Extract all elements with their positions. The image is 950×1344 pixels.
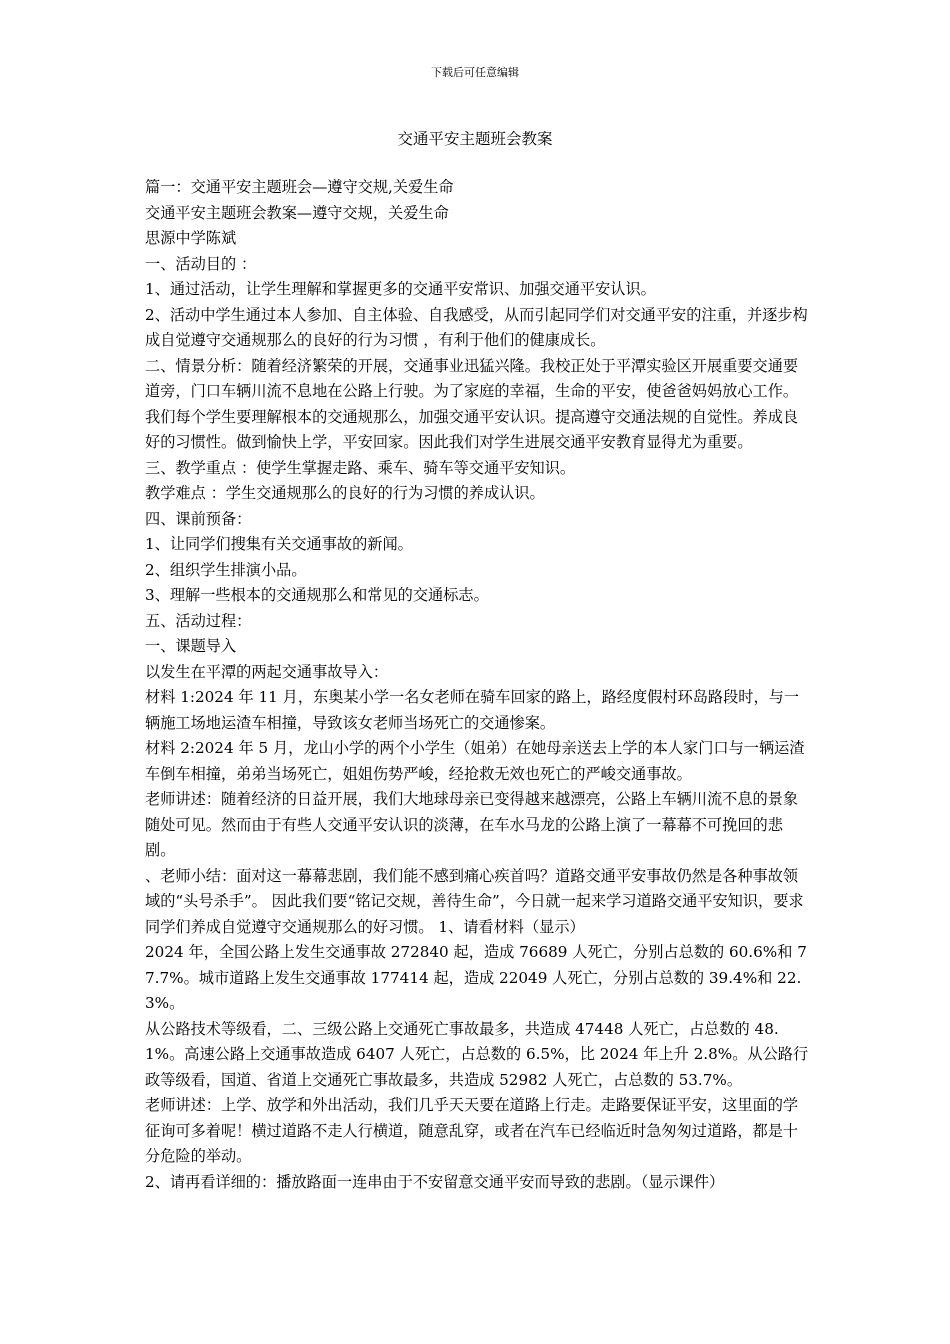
document-title: 交通平安主题班会教案 <box>397 130 553 148</box>
paragraph: 3、理解一些根本的交通规那么和常见的交通标志。 <box>145 586 489 604</box>
paragraph: 1、通过活动，让学生理解和掌握更多的交通平安常识、加强交通平安认识。 <box>145 280 656 298</box>
page-header-note: 下载后可任意编辑 <box>431 66 519 79</box>
paragraph: 二、情景分析：随着经济繁荣的开展，交通事业迅猛兴隆。我校正处于平潭实验区开展重要交通要道旁，门口车辆川流不息地在公路上行驶。为了家庭的幸福，生命的平安，使爸爸妈妈放心工作。我们每个学生要理解根本的交通规那么，加强交通平安认识。提高遵守交通法规的自觉性。养成良好的习惯性。做到愉快上学，平安回家。因此我们对学生进展交通平安教育显得尤为重要。 <box>145 356 799 451</box>
paragraph: 老师讲述：随着经济的日益开展，我们大地球母亲已变得越来越漂亮，公路上车辆川流不息的景象随处可见。然而由于有些人交通平安认识的淡薄，在车水马龙的公路上演了一幕幕不可挽回的悲剧。 <box>145 790 799 859</box>
paragraph: 材料 1:2024 年 11 月，东奥某小学一名女老师在骑车回家的路上，路经度假村环岛路段时，与一辆施工场地运渣车相撞，导致该女老师当场死亡的交通惨案。 <box>145 688 800 732</box>
paragraph: 2、活动中学生通过本人参加、自主体验、自我感受，从而引起同学们对交通平安的注重，并逐步构成自觉遵守交通规那么的良好的行为习惯 ，有利于他们的健康成长。 <box>145 305 808 349</box>
paragraph: 2024 年，全国公路上发生交通事故 272840 起，造成 76689 人死亡，分别占总数的 60.6%和 77.7%。城市道路上发生交通事故 177414 起，造成 22049 人死亡，分别占总数的 39.4%和 22.3%。 <box>145 943 807 1012</box>
paragraph: 教学难点 ：学生交通规那么的良好的行为习惯的养成认识。 <box>145 484 545 502</box>
paragraph: 从公路技术等级看，二、三级公路上交通死亡事故最多，共造成 47448 人死亡，占总数的 48.1%。高速公路上交通事故造成 6407 人死亡，占总数的 6.5%，比 2024 年上升 2.8%。从公路行政等级看，国道、省道上交通死亡事故最多，共造成 52982 人死亡，占总数的 53.7%。 <box>145 1019 809 1089</box>
paragraph: 篇一：交通平安主题班会—遵守交规,关爱生命 <box>145 178 454 196</box>
paragraph: 2、组织学生排演小品。 <box>145 560 307 579</box>
paragraph: 思源中学陈斌 <box>145 229 237 247</box>
paragraph: 一、课题导入 <box>145 637 237 655</box>
paragraph: 老师讲述：上学、放学和外出活动，我们几乎天天要在道路上行走。走路要保证平安，这里面的学征询可多着呢！横过道路不走人行横道，随意乱穿，或者在汽车已经临近时急匆匆过道路，都是十分危险的举动。 <box>145 1096 799 1165</box>
paragraph: 1、让同学们搜集有关交通事故的新闻。 <box>145 535 413 553</box>
paragraph: 交通平安主题班会教案—遵守交规，关爱生命 <box>145 203 449 222</box>
paragraph: 以发生在平潭的两起交通事故导入： <box>145 662 388 681</box>
paragraph: 、老师小结：面对这一幕幕悲剧，我们能不感到痛心疾首吗？道路交通平安事故仍然是各种事故领域的“头号杀手”。 因此我们要“铭记交规，善待生命”，今日就一起来学习道路交通平安知识，要求同学们养成自觉遵守交通规那么的好习惯。 1、请看材料（显示） <box>145 866 804 936</box>
paragraph: 四、课前预备： <box>145 509 252 528</box>
paragraph: 2、请再看详细的：播放路面一连串由于不安留意交通平安而导致的悲剧。（显示课件） <box>145 1172 725 1191</box>
paragraph: 三、教学重点 ：使学生掌握走路、乘车、骑车等交通平安知识。 <box>145 458 576 477</box>
document-body <box>145 175 810 1195</box>
paragraph: 五、活动过程： <box>145 611 252 630</box>
paragraph: 材料 2:2024 年 5 月，龙山小学的两个小学生（姐弟）在她母亲送去上学的本人家门口与一辆运渣车倒车相撞，弟弟当场死亡，姐姐伤势严峻，经抢救无效也死亡的严峻交通事故。 <box>145 739 805 783</box>
paragraph: 一、活动目的 ： <box>145 254 257 273</box>
